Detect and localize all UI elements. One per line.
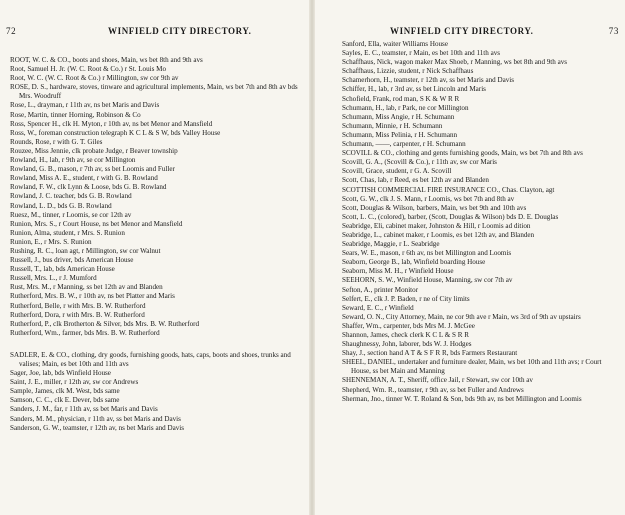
page-number: 72 [6,26,17,36]
directory-entry: Saint, J. E., miller, r 12th av, sw cor Andrews [10,378,139,387]
directory-entry: Samson, C. C., clk E. Dever, bds same [10,396,120,405]
directory-entry: Sample, James, clk M. West, bds same [10,387,120,396]
directory-entry: Russell, J., bus driver, bds American House [10,256,134,265]
directory-entry: Rust, Mrs. M., r Manning, ss bet 12th av and Blanden [10,283,163,292]
directory-entry: Rounds, Rose, r with G. T. Giles [10,137,103,146]
directory-entry: Seabridge, L., cabinet maker, r Loomis, es bet 12th av, and Blanden [342,230,535,239]
directory-entry: Scovill, G. A., (Scovill & Co.), r 11th av, sw cor Maris [342,158,497,167]
directory-entry: Russell, Mrs. L., r J. Mumford [10,274,97,283]
directory-entry: Rutherford, Mrs. B. W., r 10th av, ns bet Platter and Maris [10,292,175,301]
directory-entry: Schumann, Miss Angie, r H. Schumann [342,112,455,121]
running-title: WINFIELD CITY DIRECTORY. [108,26,252,36]
directory-entry: Rowland, J. C. teacher, bds G. B. Rowland [10,192,132,201]
directory-entry: Rouzee, Miss Jennie, clk probate Judge, r Beaver township [10,146,178,155]
directory-entry: Scott, G. W., clk J. S. Mann, r Loomis, ws bet 7th and 8th av [342,194,515,203]
directory-entry: Schumann, ——, carpenter, r H. Schumann [342,140,466,149]
directory-entry: SHENNEMAN, A. T., Sheriff, office Jail, r Stewart, sw cor 10th av [342,376,533,385]
directory-entry: Schamerhorn, H., teamster, r 12th av, ss bet Maris and Davis [342,76,515,85]
page-number: 73 [608,26,619,36]
left-page [0,0,312,515]
directory-entry: Rowland, L. D., bds G. B. Rowland [10,201,112,210]
directory-entry: Sager, Joe, lab, bds Winfield House [10,369,111,378]
directory-entry: Rose, Martin, tinner Horning, Robinson & Co [10,110,141,119]
directory-entry: Runion, Mrs. S., r Court House, ns bet Menor and Mansfield [10,219,183,228]
directory-entry: Sherman, Jno., tinner W. T. Roland & Son, bds 9th av, ns bet Millington and Loomis [342,394,582,403]
directory-entry: Scott, L. C., (colored), barber, (Scott, Douglas & Wilson) bds D. E. Douglas [342,212,559,221]
directory-entry: Rutherford, P., clk Brotherton & Silver, bds Mrs. B. W. Rutherford [10,319,200,328]
directory-entry: Seward, O. N., City Attorney, Main, ne cor 9th ave r Main, ws 3rd of 9th av upstairs [342,312,581,321]
directory-entry: Russell, T., lab, bds American House [10,265,115,274]
directory-entry: Ross, Spencer H., clk H. Myton, r 10th av, ns bet Menor and Mansfield [10,119,213,128]
directory-entries [10,56,304,515]
directory-entry: Shaffer, Wm., carpenter, bds Mrs M. J. McGee [342,321,475,330]
directory-entry: Runion, Alma, student, r Mrs. S. Runion [10,228,125,237]
directory-entry: Sears, W. E., mason, r 6th av, ns bet Millington and Loomis [342,249,512,258]
directory-entry: Schiffer, H., lab, r 3rd av, ss bet Lincoln and Maris [342,85,486,94]
directory-entry: Rowland, H., lab, r 9th av, se cor Millington [10,156,136,165]
directory-entry: Selfert, E., clk J. P. Baden, r ne of City limits [342,294,470,303]
directory-entry: Sanford, Ella, waiter Williams House [342,40,448,48]
directory-entry: Seabridge, Maggie, r L. Seabridge [342,240,440,249]
directory-entry: Rutherford, Dora, r with Mrs. B. W. Rutherford [10,310,145,319]
directory-entry: Rutherford, Belle, r with Mrs. B. W. Rutherford [10,301,146,310]
right-page-header [312,26,625,40]
directory-entry: Sanders, M. M., physician, r 11th av, ss bet Maris and Davis [10,414,181,423]
directory-entry: Ruesz, M., tinner, r Loomis, se cor 12th av [10,210,132,219]
directory-entry: Shepherd, Wm. R., teamster, r 9th av, ss bet Fuller and Andrews [342,385,524,394]
directory-entry: Scovill, Grace, student, r G. A. Scovill [342,167,452,176]
directory-entry: Runion, E., r Mrs. S. Runion [10,237,92,246]
directory-entry: Sanders, J. M., far, r 11th av, ss bet Maris and Davis [10,405,158,414]
directory-entry: Rowland, F. W., clk Lynn & Loose, bds G. B. Rowland [10,183,167,192]
directory-entry: Schaffhaus, Nick, wagon maker Max Shoeb, r Manning, ws bet 8th and 9th avs [342,58,568,67]
directory-entry: Scott, Chas, lab, r Reed, es bet 12th av and Blanden [342,176,489,185]
directory-entries [342,40,621,515]
directory-entry: ROOT, W. C. & CO., boots and shoes, Main, ws bet 8th and 9th avs [10,56,203,64]
directory-entry: Rutherford, Wm., farmer, bds Mrs. B. W. Rutherford [10,328,160,337]
directory-entry: Sayles, E. C., teamster, r Main, es bet 10th and 11th avs [342,49,501,58]
directory-entry: Shaughnessy, John, laborer, bds W. J. Hodges [342,340,472,349]
directory-entry: Schumann, Miss Pelinia, r H. Schumann [342,130,458,139]
directory-entry: Schofield, Frank, rod man, S K & W R R [342,94,460,103]
directory-entry: Shannon, James, check clerk K C L & S R R [342,331,470,339]
directory-entry: Root, Samuel H. Jr. (W. C. Root & Co.) r St. Louis Mo [10,65,167,74]
directory-entry: Root, W. C. (W. C. Root & Co.) r Millington, sw cor 9th av [10,74,179,83]
directory-entry: SEEHORN, S. W., Winfield House, Manning, sw cor 7th av [342,276,513,285]
directory-entry: Rowland, G. B., mason, r 7th av, ss bet Loomis and Fuller [10,165,175,174]
directory-entry: Shay, J., section hand A T & S F R R, bds Farmers Restaurant [342,349,518,358]
directory-entry: Schumann, H., lab, r Park, ne cor Millington [342,103,469,112]
directory-entry: Rose, L., drayman, r 11th av, ns bet Maris and Davis [10,101,160,110]
directory-entry: Rowland, Miss A. E., student, r with G. B. Rowland [10,174,158,183]
directory-entry: Sefton, A., printer Monitor [342,285,419,294]
directory-entry: Seaborn, Miss M. H., r Winfield House [342,267,454,276]
directory-entry: SCOVILL & CO., clothing and gents furnishing goods, Main, ws bet 7th and 8th avs [342,149,583,158]
directory-entry: SADLER, E. & CO., clothing, dry goods, furnishing goods, hats, caps, boots and shoes, trunks and valises; Main, es bet 10th and 11th avs [10,350,291,368]
directory-entry: SHEEL, DANIEL, undertaker and furniture dealer, Main, ws bet 10th and 11th avs; r Court House, ss bet Main and Manning [342,358,602,376]
directory-entry: ROSE, D. S., hardware, stoves, tinware and agricultural implements, Main, ws bet 7th and 8th av bds Mrs. Woodruff [10,83,298,101]
directory-entry: Sanderson, G. W., teamster, r 12th av, ns bet Maris and Davis [10,423,185,432]
directory-entry: Schumann, Minnie, r H. Schumann [342,121,443,130]
directory-entry: Seaborn, George B., lab, Winfield boarding House [342,258,486,267]
directory-entry: Seabridge, Eli, cabinet maker, Johnston & Hill, r Loomis ad dition [342,221,531,230]
directory-entry: Ross, W., foreman construction telegraph K C L & S W, bds Valley House [10,128,221,137]
running-title: WINFIELD CITY DIRECTORY. [390,26,534,36]
left-page-header [0,26,312,40]
directory-entry: SCOTTISH COMMERCIAL FIRE INSURANCE CO., Chas. Clayton, agt [342,185,555,194]
right-page [312,0,625,515]
directory-entry: Scott, Douglas & Wilson, barbers, Main, ws bet 9th and 10th avs [342,203,527,212]
directory-entry: Schaffhaus, Lizzie, student, r Nick Schaffhaus [342,67,474,76]
directory-entry: Rushing, R. C., loan agt, r Millington, sw cor Walnut [10,246,161,255]
directory-entry: Seward, E. C., r Winfield [342,303,414,312]
